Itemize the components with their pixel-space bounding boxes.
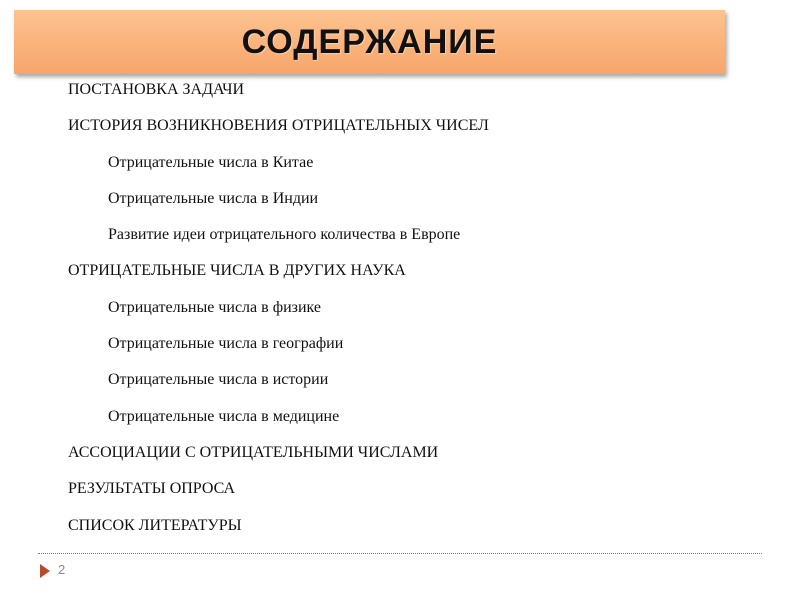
toc-item: СПИСОК ЛИТЕРАТУРЫ [68,516,242,534]
toc-item: ИСТОРИЯ ВОЗНИКНОВЕНИЯ ОТРИЦАТЕЛЬНЫХ ЧИСЕЛ [68,117,489,135]
triangle-right-icon [40,564,50,578]
toc-subitem: Отрицательные числа в Китае [108,153,314,171]
toc-item: ОТРИЦАТЕЛЬНЫЕ ЧИСЛА В ДРУГИХ НАУКА [68,262,406,280]
page-number: 2 [58,562,66,577]
toc-subitem: Отрицательные числа в Индии [108,189,319,207]
toc-subitem: Отрицательные числа в географии [108,335,344,353]
table-of-contents [68,76,768,548]
toc-subitem: Отрицательные числа в медицине [108,407,340,425]
toc-subitem: Развитие идеи отрицательного количества в Европе [108,226,461,244]
toc-subitem: Отрицательные числа в истории [108,371,329,389]
title-banner [14,10,725,74]
page-title: СОДЕРЖАНИЕ [241,22,498,61]
toc-item: ПОСТАНОВКА ЗАДАЧИ [68,81,245,98]
toc-item: РЕЗУЛЬТАТЫ ОПРОСА [68,480,236,498]
toc-item: АССОЦИАЦИИ С ОТРИЦАТЕЛЬНЫМИ ЧИСЛАМИ [68,443,439,461]
toc-subitem: Отрицательные числа в физике [108,298,321,316]
footer-divider [38,553,762,554]
